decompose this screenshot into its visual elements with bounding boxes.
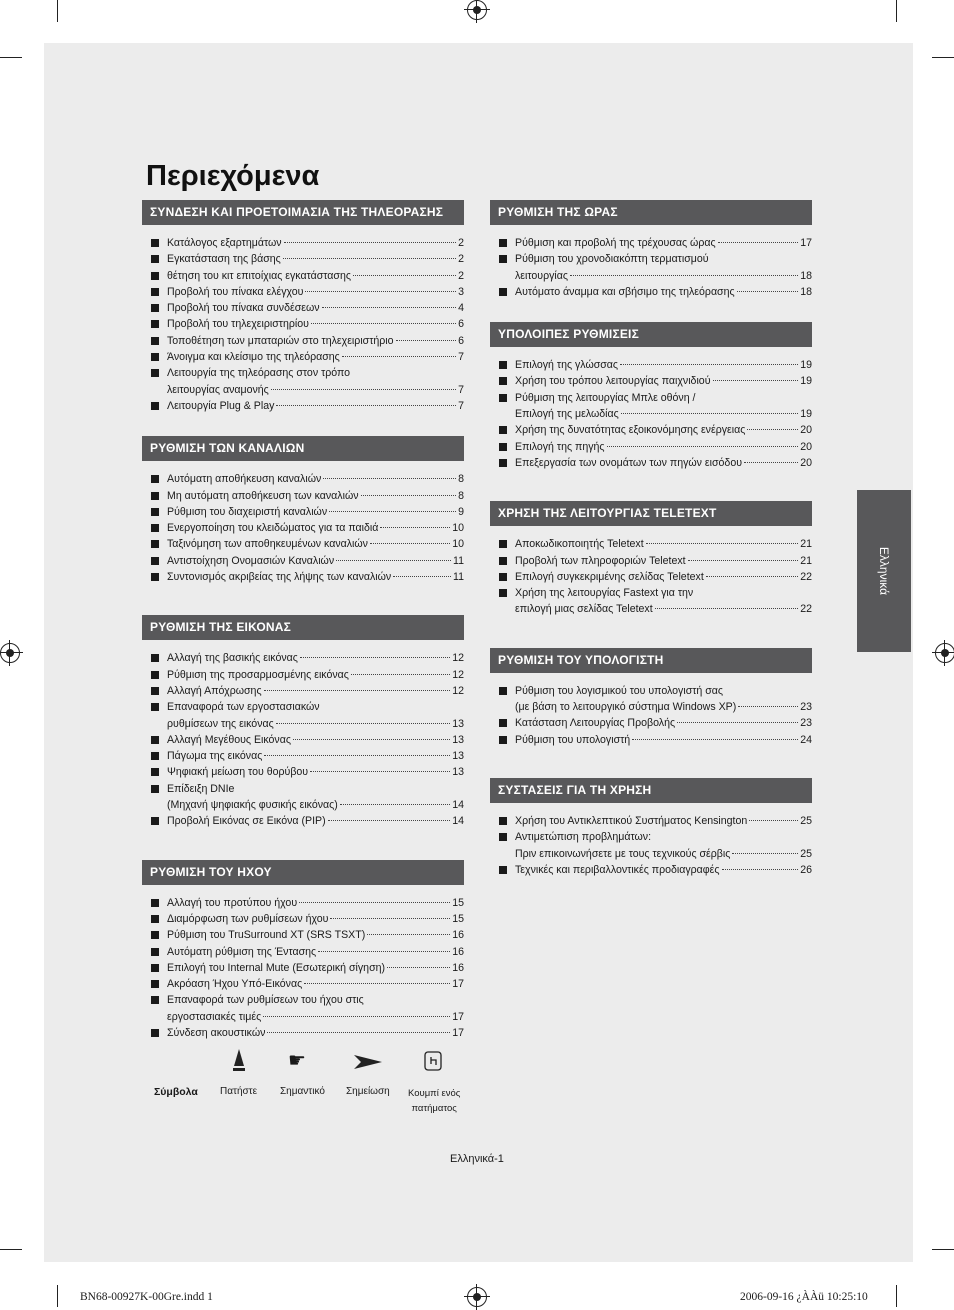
toc-entry-title: Επιλογή του Internal Mute (Εσωτερική σίγηση) bbox=[167, 961, 386, 974]
toc-entry-title: Χρήση του τρόπου λειτουργίας παιχνιδιού bbox=[515, 375, 711, 388]
toc-entry-title: Αυτόματο άναμμα και σβήσιμο της τηλεόρασης bbox=[515, 285, 735, 298]
toc-entry[interactable] bbox=[167, 976, 464, 992]
toc-entry[interactable] bbox=[515, 813, 812, 829]
dot-leader bbox=[328, 820, 451, 821]
toc-entry-page: 12 bbox=[452, 668, 464, 681]
toc-entry[interactable] bbox=[167, 781, 464, 814]
toc-entry-page: 2 bbox=[458, 253, 464, 266]
toc-entry-title: λειτουργίας bbox=[515, 269, 568, 282]
toc-entry-title: Ακρόαση Ήχου Υπό-Εικόνας bbox=[167, 978, 303, 991]
toc-entry[interactable] bbox=[167, 667, 464, 683]
toc-entry[interactable] bbox=[167, 235, 464, 251]
dot-leader bbox=[330, 918, 450, 919]
toc-entry[interactable] bbox=[167, 944, 464, 960]
dot-leader bbox=[322, 307, 457, 308]
toc-entry-page: 7 bbox=[458, 399, 464, 412]
toc-section bbox=[490, 648, 812, 748]
toc-entry-page: 14 bbox=[452, 799, 464, 812]
toc-entry-page: 10 bbox=[452, 538, 464, 551]
toc-entry-title: Αλλαγή Μεγέθους Εικόνας bbox=[167, 733, 291, 746]
toc-entry-title: Προβολή των πληροφοριών Teletext bbox=[515, 554, 686, 567]
crop-mark bbox=[932, 1249, 954, 1250]
dot-leader bbox=[688, 560, 799, 561]
dot-leader bbox=[655, 608, 799, 609]
toc-entry[interactable] bbox=[515, 439, 812, 455]
dot-leader bbox=[747, 429, 798, 430]
page-number: Ελληνικά-1 bbox=[450, 1153, 504, 1165]
toc-list bbox=[490, 357, 812, 471]
toc-entry-page: 18 bbox=[800, 269, 812, 282]
toc-entry-title: Προβολή του πίνακα ελέγχου bbox=[167, 285, 304, 298]
toc-entry-title: Αυτόματη ρύθμιση της Έντασης bbox=[167, 945, 317, 958]
toc-entry-page: 19 bbox=[800, 375, 812, 388]
toc-entry-page: 16 bbox=[452, 929, 464, 942]
toc-entry-page: 7 bbox=[458, 351, 464, 364]
toc-entry-first-line: Ρύθμιση του χρονοδιακόπτη τερματισμού bbox=[515, 253, 709, 266]
toc-entry-page: 13 bbox=[452, 717, 464, 730]
dot-leader bbox=[293, 739, 450, 740]
toc-entry-first-line: Λειτουργία της τηλεόρασης στον τρόπο bbox=[167, 367, 351, 380]
toc-entry-page: 3 bbox=[458, 285, 464, 298]
dot-leader bbox=[621, 413, 798, 414]
toc-entry-page: 7 bbox=[458, 383, 464, 396]
toc-entry-title: Τεχνικές και περιβαλλοντικές προδιαγραφές bbox=[515, 863, 720, 876]
toc-entry-page: 24 bbox=[800, 733, 812, 746]
dot-leader bbox=[370, 543, 450, 544]
toc-entry-title: Πριν επικοινωνήσετε με τους τεχνικούς σέρβις bbox=[515, 847, 731, 860]
toc-entry-first-line: Επαναφορά των εργοστασιακών bbox=[167, 701, 320, 714]
section-heading: ΡΥΘΜΙΣΗ ΤΗΣ ΕΙΚΟΝΑΣ bbox=[142, 615, 464, 640]
toc-entry-page: 17 bbox=[452, 1010, 464, 1023]
dot-leader bbox=[677, 722, 798, 723]
section-heading: ΡΥΘΜΙΣΗ ΤΟΥ ΥΠΟΛΟΓΙΣΤΗ bbox=[490, 648, 812, 673]
toc-entry[interactable] bbox=[167, 992, 464, 1025]
toc-entry-page: 22 bbox=[800, 570, 812, 583]
toc-entry[interactable] bbox=[167, 520, 464, 536]
language-side-tab bbox=[857, 490, 911, 652]
toc-entry-page: 20 bbox=[800, 424, 812, 437]
dot-leader bbox=[396, 340, 457, 341]
toc-entry-title: Πάγωμα της εικόνας bbox=[167, 750, 263, 763]
toc-entry[interactable] bbox=[167, 553, 464, 569]
toc-entry[interactable] bbox=[515, 284, 812, 300]
registration-mark-icon bbox=[0, 643, 20, 663]
toc-entry-first-line: Επαναφορά των ρυθμίσεων του ήχου στις bbox=[167, 994, 364, 1007]
dot-leader bbox=[367, 934, 450, 935]
toc-entry-title: ρυθμίσεων της εικόνας bbox=[167, 717, 274, 730]
dot-leader bbox=[267, 1032, 450, 1033]
dot-leader bbox=[300, 657, 450, 658]
toc-entry[interactable] bbox=[167, 504, 464, 520]
toc-entry-page: 17 bbox=[800, 237, 812, 249]
dot-leader bbox=[361, 495, 457, 496]
toc-entry-page: 6 bbox=[458, 334, 464, 347]
toc-entry[interactable] bbox=[167, 536, 464, 552]
toc-entry[interactable] bbox=[515, 422, 812, 438]
toc-section bbox=[490, 200, 812, 300]
toc-list bbox=[490, 536, 812, 617]
dot-leader bbox=[264, 690, 451, 691]
toc-entry-title: Ρύθμιση του υπολογιστή bbox=[515, 733, 631, 746]
toc-entry-title: Ρύθμιση του διαχειριστή καναλιών bbox=[167, 505, 328, 518]
toc-entry-title: επιλογή μιας σελίδας Teletext bbox=[515, 603, 653, 616]
toc-list bbox=[490, 683, 812, 748]
crop-mark bbox=[932, 57, 954, 58]
toc-entry-title: Χρήση του Αντικλεπτικού Συστήματος Kensington bbox=[515, 814, 748, 827]
toc-entry-title: Αυτόματη αποθήκευση καναλιών bbox=[167, 473, 322, 486]
toc-entry[interactable] bbox=[515, 829, 812, 862]
crop-mark bbox=[896, 0, 897, 22]
toc-entry[interactable] bbox=[167, 764, 464, 780]
press-label: Πατήστε bbox=[220, 1086, 258, 1097]
toc-entry-title: Χρήση της δυνατότητας εξοικονόμησης ενέργειας bbox=[515, 424, 746, 437]
toc-entry-page: 23 bbox=[800, 717, 812, 730]
toc-entry-title: (με βάση το λειτουργικό σύστημα Windows XP) bbox=[515, 701, 737, 714]
registration-mark-icon bbox=[935, 643, 954, 663]
toc-entry-page: 16 bbox=[452, 945, 464, 958]
toc-entry-title: Ψηφιακή μείωση του θορύβου bbox=[167, 766, 309, 779]
registration-mark-icon bbox=[467, 0, 487, 20]
dot-leader bbox=[620, 364, 798, 365]
toc-entry-title: Μη αυτόματη αποθήκευση των καναλιών bbox=[167, 489, 359, 502]
toc-entry-title: Επιλογή της γλώσσας bbox=[515, 359, 619, 372]
toc-entry-page: 13 bbox=[452, 733, 464, 746]
toc-entry-title: Τοποθέτηση των μπαταριών στο τηλεχειριστήριο bbox=[167, 334, 394, 347]
toc-list bbox=[142, 471, 464, 585]
dot-leader bbox=[318, 951, 450, 952]
toc-entry-page: 8 bbox=[458, 473, 464, 486]
toc-entry-page: 25 bbox=[800, 814, 812, 827]
dot-leader bbox=[342, 356, 456, 357]
toc-entry-page: 6 bbox=[458, 318, 464, 331]
toc-entry-title: Άνοιγμα και κλείσιμο της τηλεόρασης bbox=[167, 351, 340, 364]
dot-leader bbox=[276, 405, 456, 406]
toc-entry[interactable] bbox=[167, 349, 464, 365]
toc-entry[interactable] bbox=[167, 927, 464, 943]
toc-left-column bbox=[142, 200, 464, 1063]
toc-entry-page: 12 bbox=[452, 652, 464, 665]
toc-entry[interactable] bbox=[515, 585, 812, 618]
toc-entry[interactable] bbox=[167, 300, 464, 316]
dot-leader bbox=[329, 511, 456, 512]
toc-section bbox=[490, 501, 812, 617]
dot-leader bbox=[264, 755, 450, 756]
toc-entry[interactable] bbox=[167, 268, 464, 284]
toc-entry-first-line: Ρύθμιση του λογισμικού του υπολογιστή σας bbox=[515, 684, 724, 697]
toc-entry-page: 23 bbox=[800, 701, 812, 714]
toc-entry[interactable] bbox=[167, 732, 464, 748]
section-heading: ΧΡΗΣΗ ΤΗΣ ΛΕΙΤΟΥΡΓΙΑΣ TELETEXT bbox=[490, 501, 812, 526]
dot-leader bbox=[276, 723, 450, 724]
dot-leader bbox=[323, 478, 456, 479]
toc-list bbox=[490, 813, 812, 878]
toc-entry-title: Σύνδεση ακουστικών bbox=[167, 1026, 266, 1039]
toc-entry[interactable] bbox=[167, 365, 464, 398]
toc-list bbox=[142, 895, 464, 1042]
toc-entry[interactable] bbox=[167, 960, 464, 976]
registration-mark-icon bbox=[467, 1287, 487, 1307]
dot-leader bbox=[263, 1016, 450, 1017]
toc-entry-page: 11 bbox=[453, 554, 464, 567]
toc-entry-title: Ρύθμιση της προσαρμοσμένης εικόνας bbox=[167, 668, 349, 681]
toc-entry-page: 2 bbox=[458, 269, 464, 282]
toc-entry[interactable] bbox=[167, 683, 464, 699]
note-label: Σημείωση bbox=[346, 1086, 390, 1097]
important-label: Σημαντικό bbox=[280, 1086, 325, 1097]
toc-entry-page: 16 bbox=[452, 961, 464, 974]
dot-leader bbox=[311, 323, 456, 324]
language-side-tab-label: Ελληνικά bbox=[877, 546, 891, 596]
toc-entry-page: 2 bbox=[458, 237, 464, 249]
toc-entry-title: Επιλογή της πηγής bbox=[515, 440, 605, 453]
toc-entry[interactable] bbox=[515, 715, 812, 731]
dot-leader bbox=[305, 291, 456, 292]
toc-section bbox=[142, 436, 464, 585]
dot-leader bbox=[387, 967, 450, 968]
dot-leader bbox=[706, 576, 798, 577]
toc-list bbox=[142, 235, 464, 414]
toc-entry-page: 14 bbox=[452, 815, 464, 828]
toc-entry-page: 20 bbox=[800, 456, 812, 469]
toc-entry-page: 4 bbox=[458, 302, 464, 315]
toc-entry[interactable] bbox=[515, 569, 812, 585]
dot-leader bbox=[380, 527, 450, 528]
toc-entry-title: Αλλαγή Απόχρωσης bbox=[167, 684, 262, 697]
section-heading: ΥΠΟΛΟΙΠΕΣ ΡΥΘΜΙΣΕΙΣ bbox=[490, 322, 812, 347]
toc-entry-page: 15 bbox=[452, 912, 464, 925]
crop-mark bbox=[0, 1249, 22, 1250]
toc-entry[interactable] bbox=[515, 732, 812, 748]
toc-section bbox=[142, 200, 464, 414]
toc-entry[interactable] bbox=[167, 251, 464, 267]
toc-entry-first-line: Αντιμετώπιση προβλημάτων: bbox=[515, 831, 652, 844]
toc-entry[interactable] bbox=[167, 650, 464, 666]
toc-entry-page: 9 bbox=[458, 505, 464, 518]
symbols-legend bbox=[148, 1048, 468, 1118]
toc-entry-title: Προβολή Εικόνας σε Εικόνα (PIP) bbox=[167, 815, 326, 828]
toc-entry-page: 10 bbox=[452, 522, 464, 535]
toc-entry-title: Λειτουργία Plug & Play bbox=[167, 399, 275, 412]
dot-leader bbox=[393, 576, 451, 577]
toc-entry[interactable] bbox=[515, 390, 812, 423]
toc-entry[interactable] bbox=[515, 536, 812, 552]
section-heading: ΡΥΘΜΙΣΗ ΤΩΝ ΚΑΝΑΛΙΩΝ bbox=[142, 436, 464, 461]
toc-entry-title: Κατάλογος εξαρτημάτων bbox=[167, 237, 282, 249]
dot-leader bbox=[722, 869, 799, 870]
toc-entry[interactable] bbox=[167, 569, 464, 585]
toc-entry-title: Κατάσταση Λειτουργίας Προβολής bbox=[515, 717, 676, 730]
toc-section bbox=[142, 860, 464, 1042]
toc-entry-title: Διαμόρφωση των ρυθμίσεων ήχου bbox=[167, 912, 329, 925]
toc-entry-title: Ταξινόμηση των αποθηκευμένων καναλιών bbox=[167, 538, 368, 551]
dot-leader bbox=[340, 804, 450, 805]
dot-leader bbox=[284, 242, 457, 243]
toc-entry-page: 13 bbox=[452, 766, 464, 779]
dot-leader bbox=[336, 560, 451, 561]
toc-entry-page: 26 bbox=[800, 863, 812, 876]
toc-entry-title: Εγκατάσταση της βάσης bbox=[167, 253, 281, 266]
toc-entry-first-line: Επίδειξη DNIe bbox=[167, 782, 235, 795]
toc-entry[interactable] bbox=[515, 357, 812, 373]
toc-list bbox=[142, 650, 464, 829]
crop-mark bbox=[0, 57, 22, 58]
toc-entry-first-line: Χρήση της λειτουργίας Fastext για την bbox=[515, 587, 694, 600]
dot-leader bbox=[310, 771, 450, 772]
one-touch-label-line1: Κουμπί ενός bbox=[408, 1088, 461, 1099]
toc-entry[interactable] bbox=[167, 488, 464, 504]
toc-entry[interactable] bbox=[515, 683, 812, 716]
toc-entry-page: 17 bbox=[452, 1026, 464, 1039]
toc-entry-page: 22 bbox=[800, 603, 812, 616]
toc-entry-page: 15 bbox=[452, 896, 464, 909]
symbols-title: Σύμβολα bbox=[154, 1086, 198, 1098]
crop-mark bbox=[896, 1285, 897, 1307]
toc-entry-page: 25 bbox=[800, 847, 812, 860]
toc-entry-page: 13 bbox=[452, 750, 464, 763]
toc-entry-page: 21 bbox=[800, 554, 812, 567]
dot-leader bbox=[737, 291, 799, 292]
slug-file-name: BN68-00927K-00Gre.indd 1 bbox=[80, 1291, 213, 1303]
dot-leader bbox=[353, 275, 456, 276]
toc-entry[interactable] bbox=[167, 284, 464, 300]
dot-leader bbox=[271, 389, 456, 390]
crop-mark bbox=[57, 0, 58, 22]
press-icon bbox=[230, 1048, 248, 1081]
toc-entry-title: εργοστασιακές τιμές bbox=[167, 1010, 262, 1023]
toc-entry[interactable] bbox=[167, 1025, 464, 1041]
toc-entry-title: Αποκωδικοποιητής Teletext bbox=[515, 538, 644, 551]
section-heading: ΣΥΝΔΕΣΗ ΚΑΙ ΠΡΟΕΤΟΙΜΑΣΙΑ ΤΗΣ ΤΗΛΕΟΡΑΣΗΣ bbox=[142, 200, 464, 225]
toc-entry-title: Συντονισμός ακριβείας της λήψης των καναλιών bbox=[167, 571, 392, 584]
toc-entry[interactable] bbox=[167, 895, 464, 911]
toc-entry-page: 19 bbox=[800, 359, 812, 372]
toc-entry[interactable] bbox=[515, 455, 812, 471]
dot-leader bbox=[607, 446, 799, 447]
toc-entry-page: 20 bbox=[800, 440, 812, 453]
toc-entry-title: Αντιστοίχηση Ονομασιών Καναλιών bbox=[167, 554, 335, 567]
toc-entry[interactable] bbox=[515, 373, 812, 389]
toc-entry[interactable] bbox=[167, 911, 464, 927]
toc-entry-title: Επεξεργασία των ονομάτων των πηγών εισόδου bbox=[515, 456, 743, 469]
pointing-hand-icon: ☛ bbox=[288, 1050, 306, 1072]
toc-entry-page: 8 bbox=[458, 489, 464, 502]
dot-leader bbox=[299, 902, 450, 903]
section-heading: ΣΥΣΤΑΣΕΙΣ ΓΙΑ ΤΗ ΧΡΗΣΗ bbox=[490, 778, 812, 803]
crop-mark bbox=[57, 1285, 58, 1307]
dot-leader bbox=[570, 275, 798, 276]
toc-entry[interactable] bbox=[167, 748, 464, 764]
toc-entry-title: Προβολή του πίνακα συνδέσεων bbox=[167, 302, 320, 315]
dot-leader bbox=[283, 258, 456, 259]
toc-entry-title: Ενεργοποίηση του κλειδώματος για τα παιδιά bbox=[167, 522, 379, 535]
toc-entry[interactable] bbox=[167, 316, 464, 332]
toc-entry-title: Ρύθμιση και προβολή της τρέχουσας ώρας bbox=[515, 237, 716, 249]
one-touch-label-line2: πατήματος bbox=[411, 1103, 457, 1114]
toc-entry[interactable] bbox=[515, 235, 812, 251]
toc-section bbox=[142, 615, 464, 829]
toc-entry-title: (Μηχανή ψηφιακής φυσικής εικόνας) bbox=[167, 799, 338, 812]
toc-entry-page: 21 bbox=[800, 538, 812, 551]
dot-leader bbox=[732, 853, 798, 854]
dot-leader bbox=[304, 983, 450, 984]
dot-leader bbox=[738, 706, 798, 707]
toc-entry[interactable] bbox=[167, 333, 464, 349]
toc-entry[interactable] bbox=[167, 471, 464, 487]
toc-entry-title: Αλλαγή της βασικής εικόνας bbox=[167, 652, 298, 665]
toc-entry[interactable] bbox=[515, 862, 812, 878]
one-touch-label bbox=[408, 1086, 460, 1116]
toc-entry-title: λειτουργίας αναμονής bbox=[167, 383, 269, 396]
toc-right-column bbox=[490, 200, 812, 900]
toc-section bbox=[490, 778, 812, 878]
toc-entry-title: Ρύθμιση του TruSurround XT (SRS TSXT) bbox=[167, 929, 366, 942]
toc-section bbox=[490, 322, 812, 471]
toc-entry-page: 11 bbox=[453, 571, 464, 584]
dot-leader bbox=[351, 674, 450, 675]
toc-entry-title: θέτηση του κιτ επιτοίχιας εγκατάστασης bbox=[167, 269, 351, 282]
toc-entry-title: Προβολή του τηλεχειριστηρίου bbox=[167, 318, 309, 331]
toc-entry-first-line: Ρύθμιση της λειτουργίας Μπλε οθόνη / bbox=[515, 391, 696, 404]
one-touch-button-icon bbox=[424, 1048, 442, 1081]
toc-entry-page: 19 bbox=[800, 408, 812, 421]
toc-list bbox=[490, 235, 812, 300]
toc-entry[interactable] bbox=[167, 813, 464, 829]
toc-entry[interactable] bbox=[515, 553, 812, 569]
section-heading: ΡΥΘΜΙΣΗ ΤΗΣ ΩΡΑΣ bbox=[490, 200, 812, 225]
toc-entry-title: Αλλαγή του προτύπου ήχου bbox=[167, 896, 298, 909]
dot-leader bbox=[646, 543, 799, 544]
dot-leader bbox=[718, 242, 799, 243]
dot-leader bbox=[744, 462, 798, 463]
toc-entry-page: 12 bbox=[452, 684, 464, 697]
dot-leader bbox=[713, 380, 799, 381]
toc-entry[interactable] bbox=[515, 251, 812, 284]
toc-entry[interactable] bbox=[167, 699, 464, 732]
dot-leader bbox=[632, 739, 798, 740]
toc-entry-page: 18 bbox=[800, 285, 812, 298]
toc-entry-page: 17 bbox=[452, 978, 464, 991]
toc-entry-title: Επιλογή συγκεκριμένης σελίδας Teletext bbox=[515, 570, 704, 583]
section-heading: ΡΥΘΜΙΣΗ ΤΟΥ ΗΧΟΥ bbox=[142, 860, 464, 885]
toc-entry-title: Επιλογή της μελωδίας bbox=[515, 408, 619, 421]
note-arrow-icon bbox=[353, 1048, 383, 1081]
slug-timestamp: 2006-09-16 ¿ÀÀü 10:25:10 bbox=[740, 1291, 868, 1303]
dot-leader bbox=[749, 820, 798, 821]
page-title: Περιεχόμενα bbox=[146, 160, 320, 192]
toc-entry[interactable] bbox=[167, 398, 464, 414]
